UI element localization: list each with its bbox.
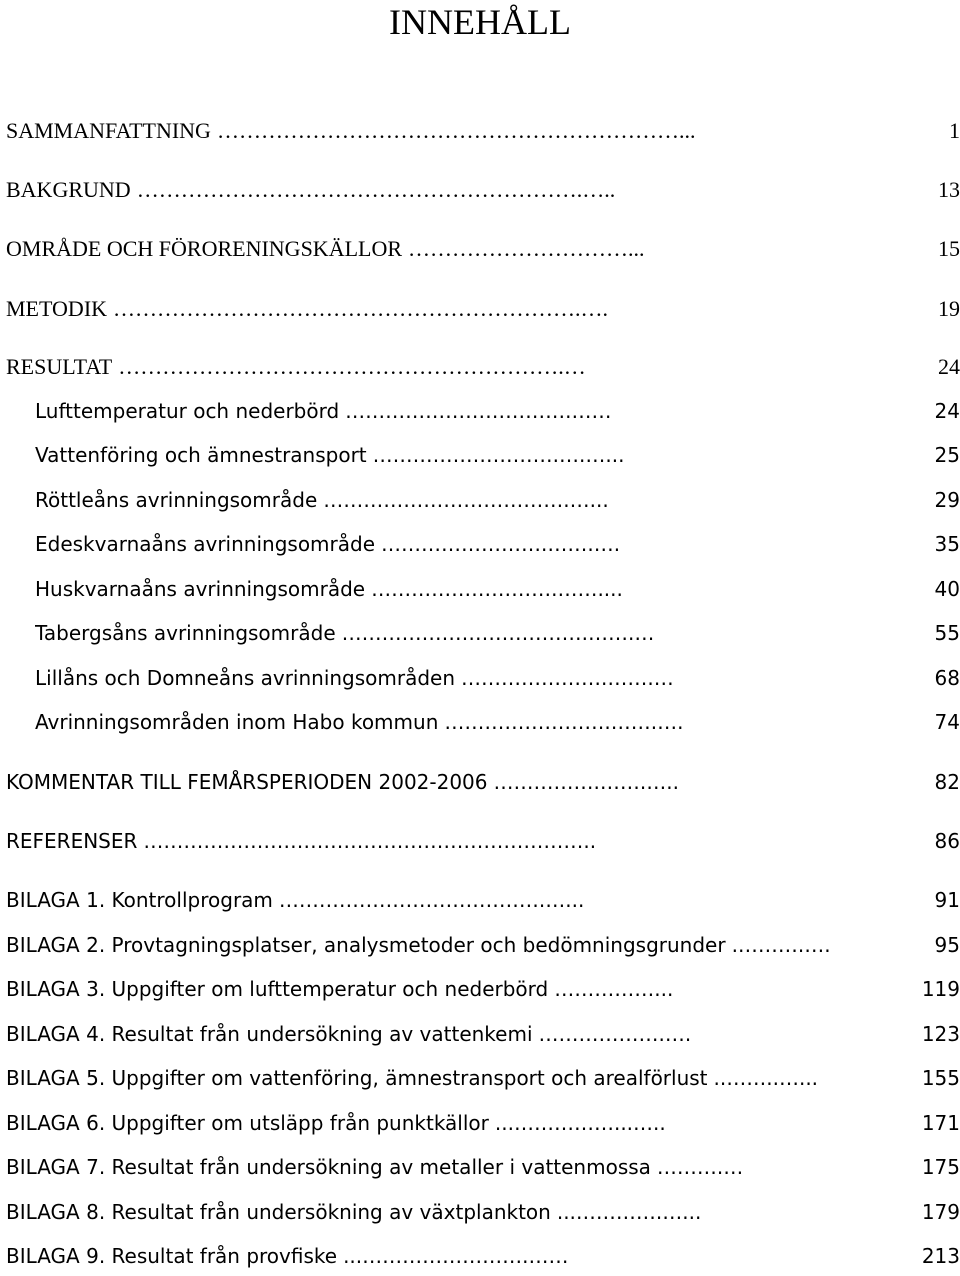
toc-entry-edeskvarnaan[interactable] <box>35 532 960 564</box>
toc-page-number: 68 <box>934 666 960 690</box>
toc-entry-kommentar[interactable] <box>6 770 960 802</box>
toc-entry-label: RESULTAT <box>6 354 113 379</box>
toc-page-number: 155 <box>921 1066 960 1090</box>
toc-page-number: 213 <box>921 1244 960 1268</box>
toc-page-number: 40 <box>934 577 960 601</box>
toc-entry-bilaga-2[interactable] <box>6 933 960 965</box>
toc-leader-dots: .……….…. <box>731 933 831 957</box>
toc-entry-bilaga-5[interactable] <box>6 1066 960 1098</box>
toc-leader-dots: ……….… <box>656 1155 744 1179</box>
toc-leader-dots: …………………….…….…. <box>444 710 684 734</box>
toc-entry-bilaga-4[interactable] <box>6 1022 960 1054</box>
toc-page-number: 82 <box>934 770 960 794</box>
toc-entry-resultat[interactable] <box>6 354 960 386</box>
toc-entry-bilaga-9[interactable] <box>6 1244 960 1276</box>
toc-page-number: 179 <box>921 1200 960 1224</box>
toc-entry-lufttemperatur[interactable] <box>35 399 960 431</box>
toc-page-number: 15 <box>938 236 960 261</box>
toc-entry-bilaga-8[interactable] <box>6 1200 960 1232</box>
toc-leader-dots: ……………………….….…... <box>372 443 625 467</box>
toc-page-number: 29 <box>934 488 960 512</box>
toc-leader-dots: ..……..…... <box>713 1066 819 1090</box>
toc-entry-label: BILAGA 3. Uppgifter om lufttemperatur och nederbörd <box>6 977 549 1001</box>
toc-page-number: 175 <box>921 1155 960 1179</box>
toc-leader-dots: ……………….…. <box>538 1022 692 1046</box>
toc-entry-label: KOMMENTAR TILL FEMÅRSPERIODEN 2002-2006 <box>6 770 488 794</box>
toc-leader-dots: ………………………………………………………….. <box>143 829 597 853</box>
toc-page-number: 24 <box>934 399 960 423</box>
toc-leader-dots: …………………………….…… <box>345 399 612 423</box>
toc-leader-dots: ………………………………………………………... <box>216 118 696 143</box>
toc-entry-tabergsan[interactable] <box>35 621 960 653</box>
toc-page-number: 86 <box>934 829 960 853</box>
toc-entry-label: BILAGA 9. Resultat från provfiske <box>6 1244 338 1268</box>
toc-entry-label: Avrinningsområden inom Habo kommun <box>35 710 439 734</box>
toc-entry-bilaga-6[interactable] <box>6 1111 960 1143</box>
toc-entry-label: Huskvarnaåns avrinningsområde <box>35 577 366 601</box>
toc-leader-dots: ...……………...….. <box>494 1111 666 1135</box>
toc-leader-dots: …………………….…….…. <box>381 532 621 556</box>
toc-leader-dots: ………………….…….… <box>461 666 674 690</box>
toc-entry-label: Lufttemperatur och nederbörd <box>35 399 340 423</box>
toc-page-number: 119 <box>921 977 960 1001</box>
toc-entry-rottlean[interactable] <box>35 488 960 520</box>
toc-entry-omrade[interactable] <box>6 236 960 268</box>
toc-entry-bilaga-1[interactable] <box>6 888 960 920</box>
toc-page-number: 95 <box>934 933 960 957</box>
toc-entry-label: Tabergsåns avrinningsområde <box>35 621 336 645</box>
toc-entry-label: BILAGA 4. Resultat från undersökning av vattenkemi <box>6 1022 533 1046</box>
toc-page-number: 91 <box>934 888 960 912</box>
toc-leader-dots: ……………………….…….... <box>371 577 623 601</box>
toc-leader-dots: ……………………………….…….… <box>341 621 655 645</box>
toc-page-number: 1 <box>949 118 960 143</box>
toc-leader-dots: …………………………... <box>408 236 645 261</box>
toc-entry-label: BILAGA 7. Resultat från undersökning av metaller i vattenmossa <box>6 1155 651 1179</box>
toc-entry-label: Edeskvarnaåns avrinningsområde <box>35 532 376 556</box>
page-title: INNEHÅLL <box>389 2 571 42</box>
toc-entry-sammanfattning[interactable] <box>6 118 960 150</box>
toc-leader-dots: …………………………………………………….….. <box>136 177 616 202</box>
toc-entry-habo-kommun[interactable] <box>35 710 960 742</box>
toc-entry-lillan-domnean[interactable] <box>35 666 960 698</box>
toc-page-number: 25 <box>934 443 960 467</box>
toc-entry-label: Röttleåns avrinningsområde <box>35 488 318 512</box>
toc-entry-label: BILAGA 6. Uppgifter om utsläpp från punktkällor <box>6 1111 489 1135</box>
toc-leader-dots: ……………………………….…... <box>323 488 609 512</box>
toc-entry-bilaga-3[interactable] <box>6 977 960 1009</box>
toc-entry-vattenforing[interactable] <box>35 443 960 475</box>
toc-page-number: 123 <box>921 1022 960 1046</box>
toc-entry-label: METODIK <box>6 296 108 321</box>
toc-entry-label: Vattenföring och ämnestransport <box>35 443 367 467</box>
toc-leader-dots: ……………………………………………………….…. <box>113 296 609 321</box>
toc-page-number: 171 <box>921 1111 960 1135</box>
toc-entry-metodik[interactable] <box>6 296 960 328</box>
toc-page-number: 35 <box>934 532 960 556</box>
toc-page-number: 74 <box>934 710 960 734</box>
toc-leader-dots: ………………………………….…... <box>278 888 585 912</box>
toc-page-number: 13 <box>938 177 960 202</box>
toc-page-number: 24 <box>938 354 960 379</box>
toc-leader-dots: …………………………………………………….… <box>118 354 586 379</box>
toc-entry-label: OMRÅDE OCH FÖRORENINGSKÄLLOR <box>6 236 403 261</box>
toc-leader-dots: ...…………………….…… <box>343 1244 569 1268</box>
toc-leader-dots: ...………….…... <box>556 1200 702 1224</box>
toc-entry-bilaga-7[interactable] <box>6 1155 960 1187</box>
toc-entry-label: Lillåns och Domneåns avrinningsområden <box>35 666 456 690</box>
toc-entry-label: BILAGA 8. Resultat från undersökning av växtplankton <box>6 1200 551 1224</box>
toc-entry-label: BILAGA 5. Uppgifter om vattenföring, ämnestransport och arealförlust <box>6 1066 708 1090</box>
toc-entry-label: SAMMANFATTNING <box>6 118 211 143</box>
toc-page-number: 19 <box>938 296 960 321</box>
toc-page-number: 55 <box>934 621 960 645</box>
toc-leader-dots: …………….…….….. <box>493 770 679 794</box>
toc-entry-label: BILAGA 2. Provtagningsplatser, analysmetoder och bedömningsgrunder <box>6 933 726 957</box>
toc-leader-dots: ……………... <box>554 977 674 1001</box>
toc-entry-huskvarnaan[interactable] <box>35 577 960 609</box>
toc-entry-label: BILAGA 1. Kontrollprogram <box>6 888 273 912</box>
toc-entry-referenser[interactable] <box>6 829 960 861</box>
toc-entry-label: REFERENSER <box>6 829 138 853</box>
toc-entry-label: BAKGRUND <box>6 177 131 202</box>
toc-entry-bakgrund[interactable] <box>6 177 960 209</box>
